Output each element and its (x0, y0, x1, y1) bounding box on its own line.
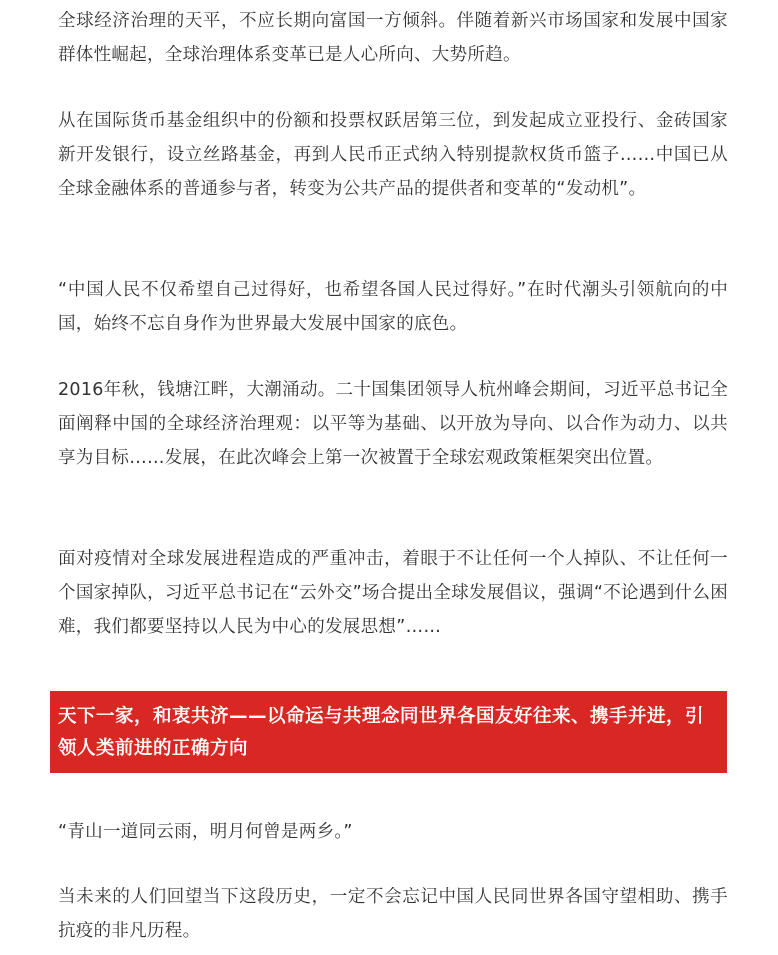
paragraph-hangzhou-summit: 2016年秋，钱塘江畔，大潮涌动。二十国集团领导人杭州峰会期间，习近平总书记全面阐释中国的全球经济治理观：以平等为基础、以开放为导向、以合作为动力、以共享为目标……发展，在此次峰会上第一次被置于全球宏观政策框架突出位置。 (58, 380, 728, 468)
section-heading-text: 天下一家，和衷共济——以命运与共理念同世界各国友好往来、携手并进，引领人类前进的正确方向 (58, 706, 705, 759)
paragraph-developing-country: “中国人民不仅希望自己过得好，也希望各国人民过得好。”在时代潮头引领航向的中国，始终不忘自身作为世界最大发展中国家的底色。 (58, 280, 728, 334)
section-heading-banner (50, 691, 727, 773)
paragraph-anti-epidemic: 当未来的人们回望当下这段历史，一定不会忘记中国人民同世界各国守望相助、携手抗疫的非凡历程。 (58, 887, 728, 941)
paragraph-global-development-initiative: 面对疫情对全球发展进程造成的严重冲击，着眼于不让任何一个人掉队、不让任何一个国家掉队，习近平总书记在“云外交”场合提出全球发展倡议，强调“不论遇到什么困难，我们都要坚持以人民为中心的发展思想”…… (58, 549, 728, 637)
paragraph-global-governance: 全球经济治理的天平，不应长期向富国一方倾斜。伴随着新兴市场国家和发展中国家群体性崛起，全球治理体系变革已是人心所向、大势所趋。 (58, 11, 728, 65)
paragraph-financial-system: 从在国际货币基金组织中的份额和投票权跃居第三位，到发起成立亚投行、金砖国家新开发银行，设立丝路基金，再到人民币正式纳入特别提款权货币篮子……中国已从全球金融体系的普通参与者，转变为公共产品的提供者和变革的“发动机”。 (58, 111, 728, 199)
paragraph-poem-quote: “青山一道同云雨，明月何曾是两乡。” (58, 822, 353, 842)
